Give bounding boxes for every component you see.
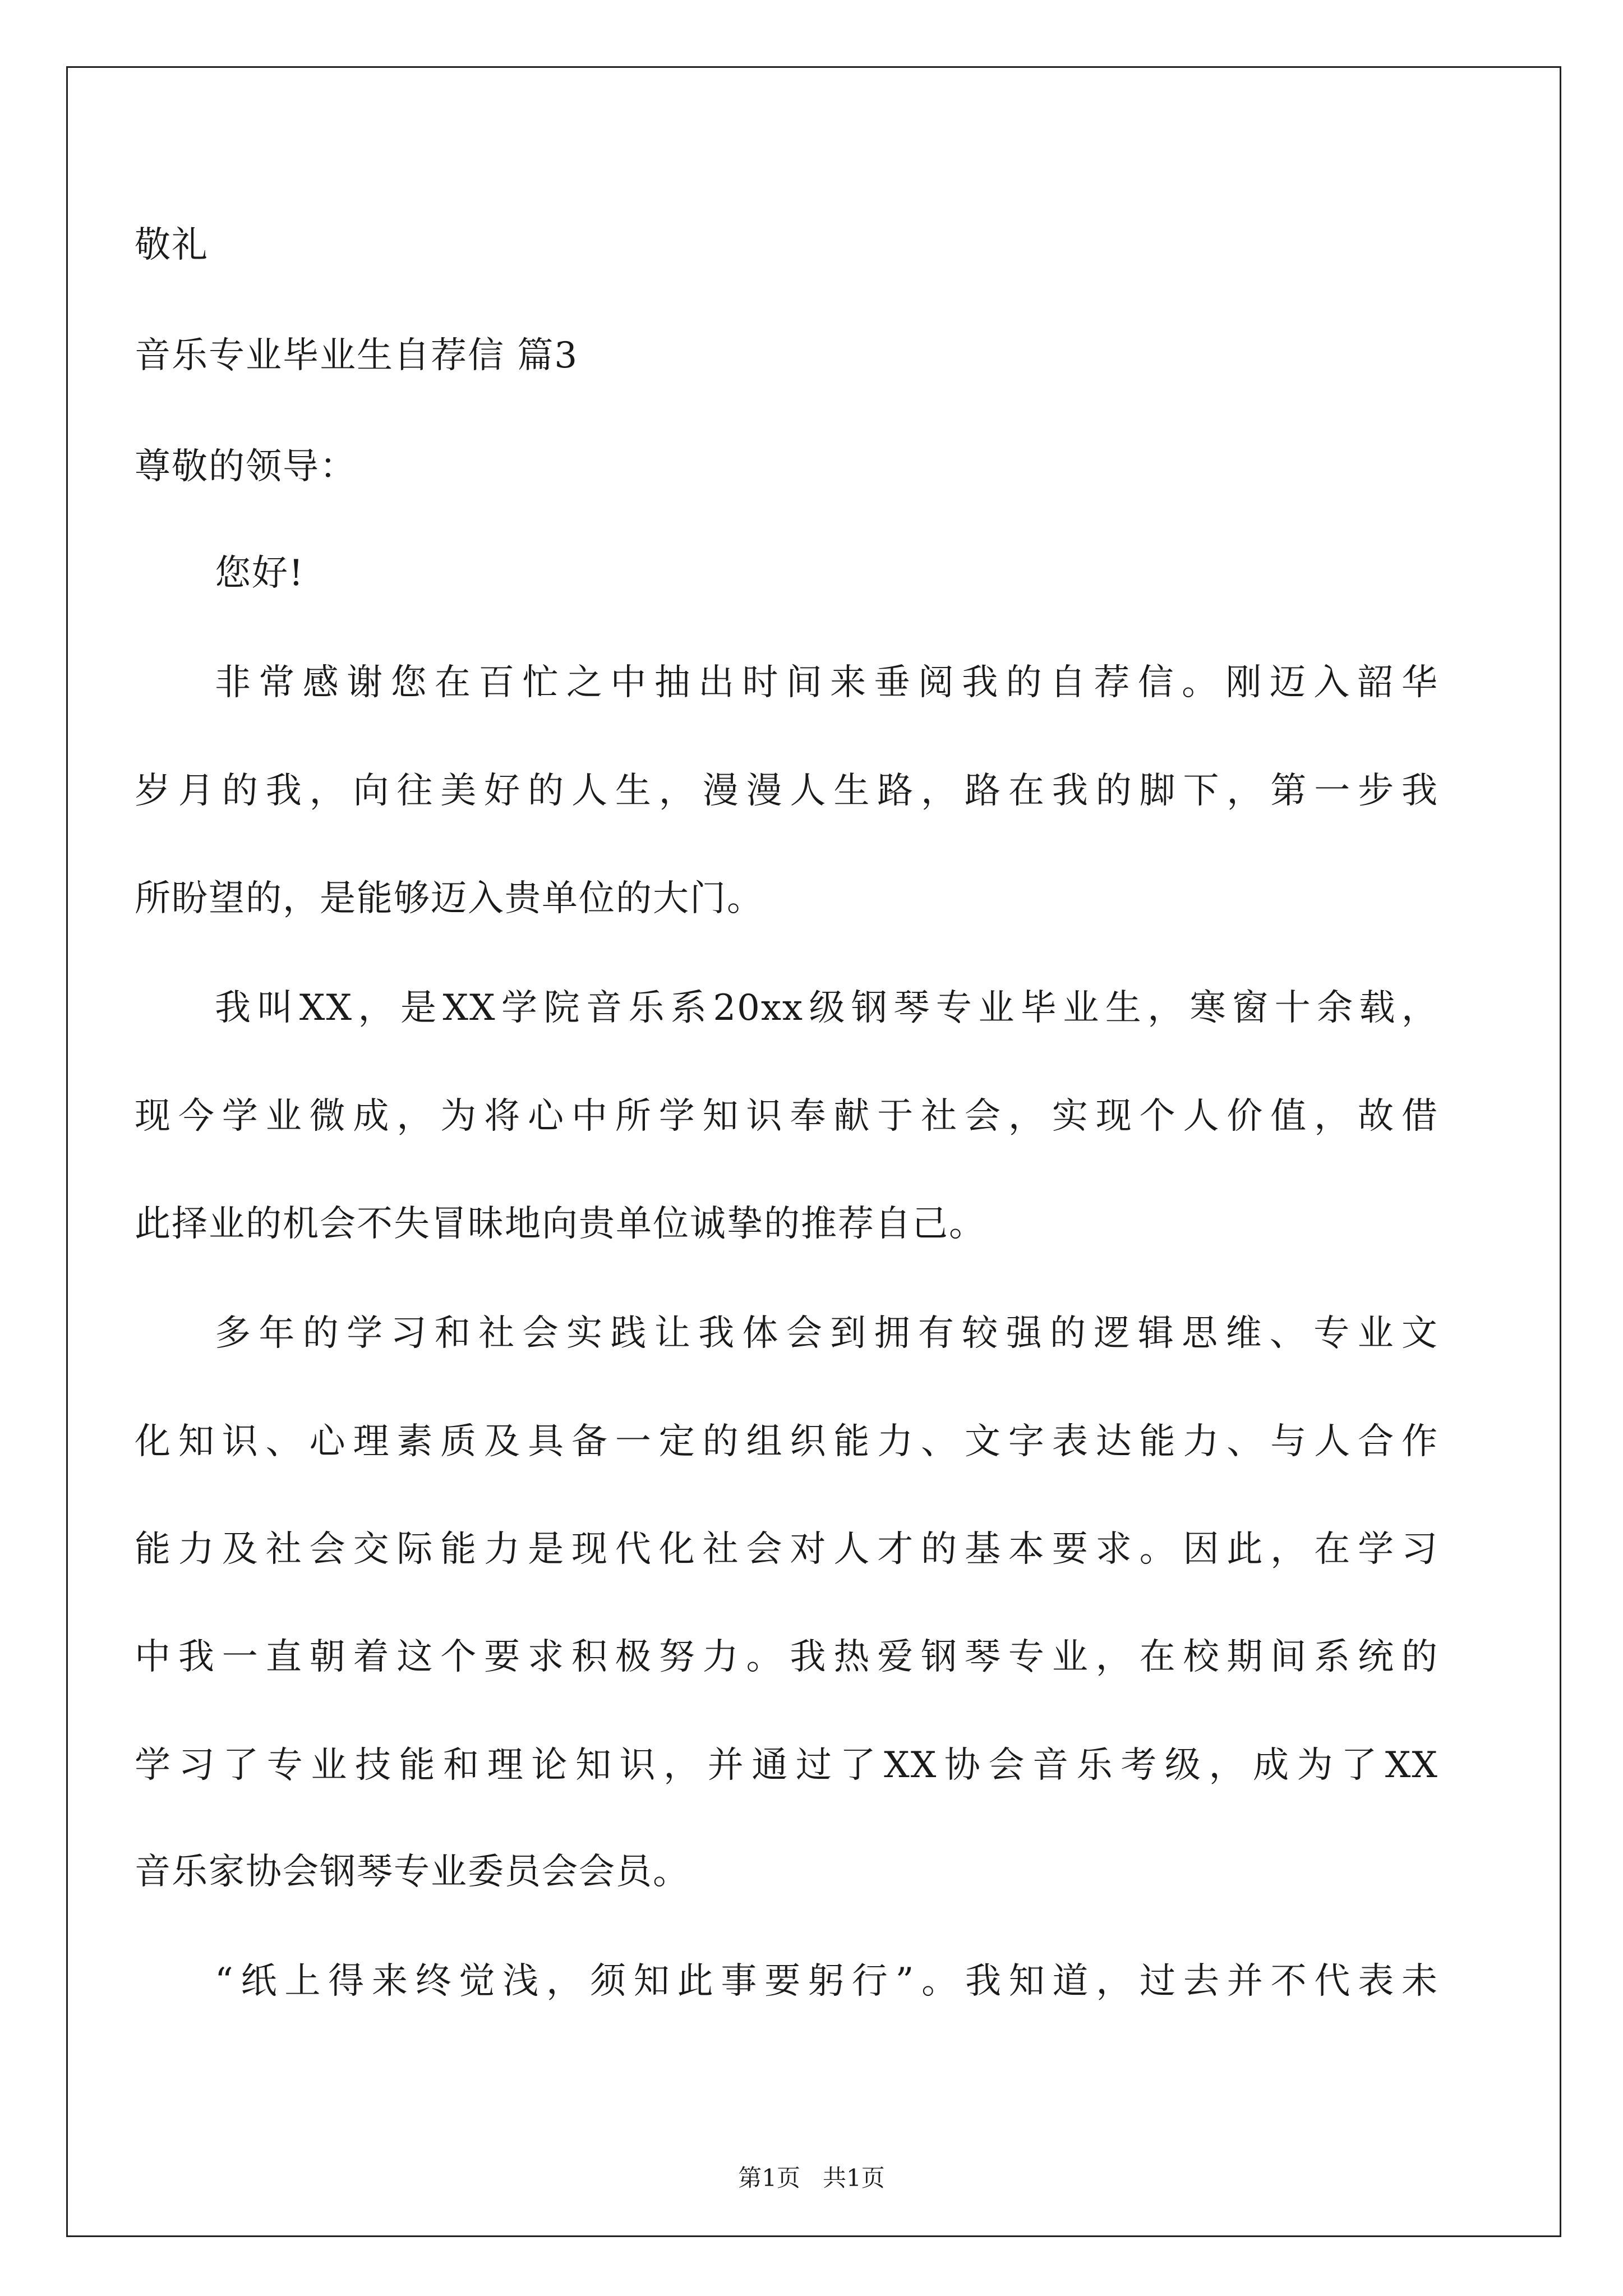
paragraph-line: 此择业的机会不失冒昧地向贵单位诚挚的推荐自己。 <box>135 1203 986 1245</box>
page-footer <box>0 2166 1623 2190</box>
paragraph-line: 多年的学习和社会实践让我体会到拥有较强的逻辑思维、专业文 <box>215 1313 1438 1354</box>
paragraph-line: 学习了专业技能和理论知识，并通过了XX协会音乐考级，成为了XX <box>135 1745 1438 1786</box>
paragraph-line: 现今学业微成，为将心中所学知识奉献于社会，实现个人价值，故借 <box>135 1096 1438 1137</box>
paragraph-line: “纸上得来终觉浅，须知此事要躬行”。我知道，过去并不代表未 <box>215 1961 1438 2002</box>
section-title: 音乐专业毕业生自荐信 篇3 <box>135 335 579 376</box>
paragraph-line: 化知识、心理素质及具备一定的组织能力、文字表达能力、与人合作 <box>135 1421 1438 1462</box>
paragraph-line: 中我一直朝着这个要求积极努力。我热爱钢琴专业，在校期间系统的 <box>135 1636 1438 1678</box>
page-border <box>66 66 1561 2237</box>
paragraph-line: 所盼望的，是能够迈入贵单位的大门。 <box>135 878 764 919</box>
page-number-current: 第1页 <box>738 2164 800 2192</box>
paragraph-line: 岁月的我，向往美好的人生，漫漫人生路，路在我的脚下，第一步我 <box>135 770 1438 812</box>
closing-text: 敬礼 <box>135 224 209 266</box>
paragraph-line: 非常感谢您在百忙之中抽出时间来垂阅我的自荐信。刚迈入韶华 <box>215 662 1438 703</box>
salutation: 尊敬的领导： <box>135 446 357 487</box>
page-number-total: 共1页 <box>823 2164 885 2192</box>
paragraph-line: 我叫XX，是XX学院音乐系20xx级钢琴专业毕业生，寒窗十余载， <box>215 987 1438 1029</box>
paragraph-line: 音乐家协会钢琴专业委员会会员。 <box>135 1851 690 1893</box>
greeting: 您好! <box>215 553 305 594</box>
paragraph-line: 能力及社会交际能力是现代化社会对人才的基本要求。因此，在学习 <box>135 1529 1438 1570</box>
